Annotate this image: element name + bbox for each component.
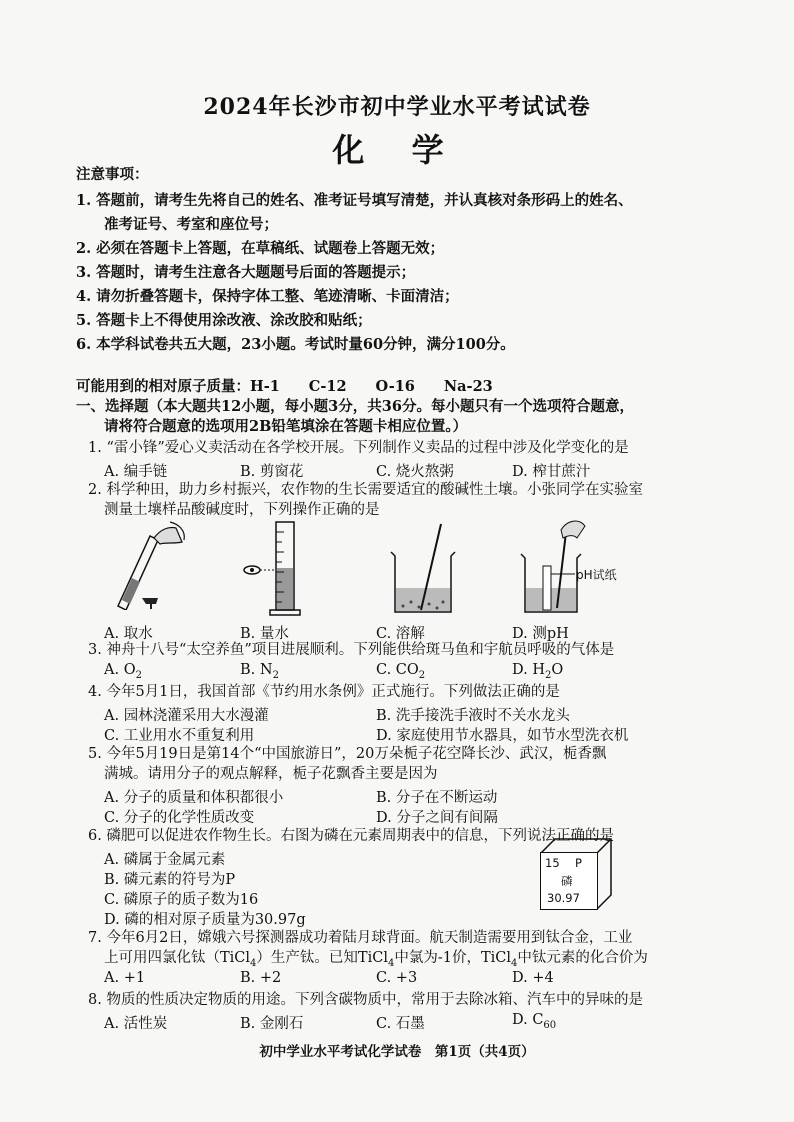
option-c: C. 石墨 [376, 1016, 425, 1032]
question-5-stem: 5. 今年5月19日是第14个“中国旅游日”，20万朵栀子花空降长沙、武汉，栀香飘 [88, 746, 607, 762]
option-d: D. 榨甘蔗汁 [512, 464, 591, 480]
option-d: D. 测pH [512, 626, 569, 642]
question-4-stem: 4. 今年5月1日，我国首部《节约用水条例》正式施行。下列做法正确的是 [88, 684, 560, 700]
question-6-stem: 6. 磷肥可以促进农作物生长。右图为磷在元素周期表中的信息，下列说法正确的是 [88, 828, 614, 844]
option-c: C. 分子的化学性质改变 [104, 810, 255, 826]
option-d: D. 家庭使用节水器具，如节水型洗衣机 [376, 728, 629, 744]
option-d: D. $C_{60}$ [512, 1012, 557, 1031]
periodic-table-cell-figure [540, 838, 610, 908]
option-b: B. 金刚石 [240, 1016, 304, 1032]
notice-item: 准考证号、考室和座位号； [104, 216, 278, 233]
page-footer: 初中学业水平考试化学试卷 第1页（共4页） [259, 1044, 535, 1060]
graduated-cylinder-figure [240, 518, 310, 618]
atomic-mass: 30.97 [547, 891, 580, 905]
option-b: B. $N_2$ [240, 662, 279, 681]
option-a: A. 园林浇灌采用大水漫灌 [104, 708, 269, 724]
notice-item: 1. 答题前，请考生先将自己的姓名、准考证号填写清楚，并认真核对条形码上的姓名、 [76, 192, 633, 209]
question-5-stem-cont: 满城。请用分子的观点解释，栀子花飘香主要是因为 [104, 766, 438, 782]
ph-paper-label: pH试纸 [576, 568, 617, 582]
option-b: B. 磷元素的符号为P [104, 872, 236, 888]
bottle-stopper-figure [140, 594, 164, 610]
option-d: D. 分子之间有间隔 [376, 810, 498, 826]
option-a: A. $O_2$ [104, 662, 142, 681]
option-c: C. 溶解 [376, 626, 425, 642]
subject-title: 化 学 [332, 131, 462, 169]
option-d: D. $H_2O$ [512, 662, 564, 681]
option-b: B. 分子在不断运动 [376, 790, 498, 806]
notice-item: 3. 答题时，请考生注意各大题题号后面的答题提示； [76, 264, 416, 281]
notice-item: 6. 本学科试卷共五大题，23小题。考试时量60分钟，满分100分。 [76, 336, 515, 353]
element-name: 磷 [561, 874, 573, 888]
atomic-number: 15 [545, 856, 560, 870]
notice-item: 2. 必须在答题卡上答题，在草稿纸、试题卷上答题无效； [76, 240, 445, 257]
question-8-stem: 8. 物质的性质决定物质的用途。下列含碳物质中，常用于去除冰箱、汽车中的异味的是 [88, 992, 643, 1008]
option-c: C. $CO_2$ [376, 662, 426, 681]
section-instruction: 请将符合题意的选项用2B铅笔填涂在答题卡相应位置。） [104, 418, 468, 435]
option-a: A. 活性炭 [104, 1016, 168, 1032]
question-7-stem-cont: 上可用四氯化钛（TiCl$_4$）生产钛。已知TiCl$_4$中氯为-1价，TiCl$_4$中钛元素的化合价为 [104, 950, 648, 969]
option-c: C. 烧火熬粥 [376, 464, 454, 480]
option-b: B. +2 [240, 970, 282, 986]
notice-heading: 注意事项： [76, 166, 149, 183]
notice-item: 5. 答题卡上不得使用涂改液、涂改胶和贴纸； [76, 312, 372, 329]
option-a: A. 取水 [104, 626, 153, 642]
question-7-stem: 7. 今年6月2日，嫦娥六号探测器成功着陆月球背面。航天制造需要用到钛合金，工业 [88, 930, 633, 946]
option-d: D. 磷的相对原子质量为30.97g [104, 912, 306, 928]
section-heading: 一、选择题（本大题共12小题，每小题3分，共36分。每小题只有一个选项符合题意， [76, 398, 634, 415]
option-c: C. 磷原子的质子数为16 [104, 892, 259, 908]
question-3-stem: 3. 神舟十八号“太空养鱼”项目进展顺利。下列能供给斑马鱼和宇航员呼吸的气体是 [88, 642, 615, 658]
option-a: A. 分子的质量和体积都很小 [104, 790, 284, 806]
notice-item: 4. 请勿折叠答题卡，保持字体工整、笔迹清晰、卡面清洁； [76, 288, 459, 305]
question-2-stem-cont: 测量土壤样品酸碱度时，下列操作正确的是 [104, 502, 380, 518]
option-a: A. +1 [104, 970, 146, 986]
option-b: B. 剪窗花 [240, 464, 304, 480]
atomic-masses: 可能用到的相对原子质量：H-1 C-12 O-16 Na-23 [76, 378, 493, 395]
element-symbol: P [575, 856, 582, 870]
option-b: B. 洗手接洗手液时不关水龙头 [376, 708, 570, 724]
element-cell [540, 852, 598, 910]
question-2-stem: 2. 科学种田，助力乡村振兴，农作物的生长需要适宜的酸碱性土壤。小张同学在实验室 [88, 482, 643, 498]
option-a: A. 编手链 [104, 464, 168, 480]
exam-title: 2024年长沙市初中学业水平考试试卷 [203, 94, 591, 120]
option-b: B. 量水 [240, 626, 289, 642]
option-d: D. +4 [512, 970, 554, 986]
question-1-stem: 1. “雷小锋”爱心义卖活动在各学校开展。下列制作义卖品的过程中涉及化学变化的是 [88, 440, 629, 456]
beaker-stirring-figure [385, 522, 465, 618]
option-a: A. 磷属于金属元素 [104, 852, 226, 868]
option-c: C. 工业用水不重复利用 [104, 728, 255, 744]
option-c: C. +3 [376, 970, 418, 986]
